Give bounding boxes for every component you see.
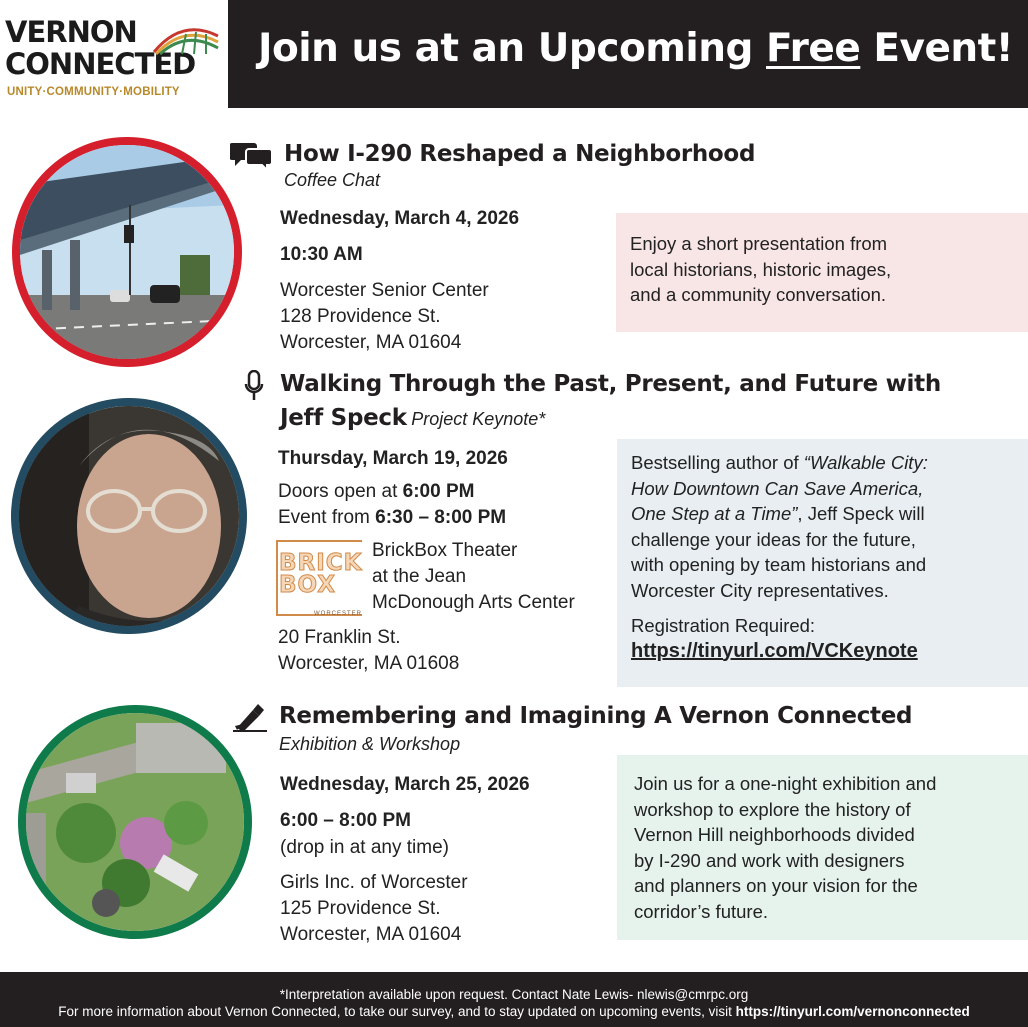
brickbox-logo-line2: BOX (279, 572, 336, 598)
event-1-venue: Worcester Senior Center (280, 280, 489, 301)
event-2-street: 20 Franklin St. (278, 627, 401, 648)
logo-line1: VERNON (5, 15, 137, 49)
event-3-address (280, 870, 468, 948)
logo (0, 0, 228, 108)
event-3-description (617, 755, 1028, 940)
event-1-desc-line: Enjoy a short presentation from (630, 233, 888, 254)
book-title-part: “Walkable City: (803, 452, 928, 473)
event-1-subtitle: Coffee Chat (284, 170, 381, 190)
title-before: Join us at an Upcoming (258, 26, 767, 71)
registration-link[interactable]: https://tinyurl.com/VCKeynote (631, 639, 918, 662)
event-2-photo (11, 398, 247, 634)
event-3-desc-line: Join us for a one-night exhibition and (634, 773, 937, 794)
event-1-desc-line: local historians, historic images, (630, 258, 892, 280)
event-2-title-line2-row (280, 403, 545, 434)
event-2-desc-line (631, 450, 1014, 476)
event-2-desc-line: challenge your ideas for the future, (631, 528, 916, 550)
event-3-title: Remembering and Imagining A Vernon Connected (279, 703, 913, 729)
microphone-icon (244, 370, 264, 402)
event-3-desc-line: by I-290 and work with designers (634, 849, 905, 871)
doors-label: Doors open at (278, 481, 403, 502)
desc-intro: Bestselling author of (631, 452, 804, 473)
logo-arcs-icon (152, 16, 222, 56)
event-1-title: How I-290 Reshaped a Neighborhood (284, 141, 756, 167)
event-2-desc-line: Worcester City representatives. (631, 579, 889, 601)
event-1-street: 128 Providence St. (280, 306, 441, 327)
event-2-desc-line (631, 501, 1014, 527)
footer-interpretation: *Interpretation available upon request. Contact Nate Lewis- nlewis@cmrpc.org (279, 987, 749, 1002)
event-2-doors (278, 479, 506, 505)
registration-label: Registration Required: (631, 615, 816, 636)
event-2-event-time (278, 505, 506, 531)
event-3-photo (18, 705, 252, 939)
title-emphasis: Free (766, 26, 861, 71)
event-3-date: Wednesday, March 25, 2026 (280, 774, 530, 795)
event-2-subtitle: Project Keynote* (411, 409, 546, 429)
event-2-venue-line: at the Jean (372, 566, 467, 587)
page-title (258, 26, 1013, 71)
book-title-part: One Step at a Time” (631, 503, 798, 524)
chat-bubbles-icon (230, 140, 274, 170)
footer-link[interactable]: https://tinyurl.com/vernonconnected (735, 1004, 970, 1019)
event-2-desc-line (631, 476, 1014, 502)
event-2-desc-line: with opening by team historians and (631, 554, 927, 575)
logo-tagline: UNITY·COMMUNITY·MOBILITY (7, 86, 180, 98)
event-1-address (280, 278, 489, 356)
event-2-times (278, 479, 506, 531)
brickbox-logo-line1: BRICK (279, 550, 363, 576)
brickbox-logo (276, 540, 362, 620)
doors-time: 6:00 PM (402, 481, 475, 502)
title-after: Event! (860, 26, 1014, 71)
drawing-hand-icon (233, 702, 267, 732)
event-time-value: 6:30 – 8:00 PM (375, 507, 507, 528)
event-1-description (616, 213, 1028, 332)
book-title-part: How Downtown Can Save America, (631, 477, 924, 499)
event-time-label: Event from (278, 507, 376, 528)
event-2-venue-line: BrickBox Theater (372, 540, 518, 561)
event-3-time: 6:00 – 8:00 PM (280, 810, 411, 831)
footer (0, 972, 1028, 1027)
event-2-venue-line: McDonough Arts Center (372, 592, 575, 613)
event-1-time: 10:30 AM (280, 244, 363, 265)
event-3-street: 125 Providence St. (280, 898, 441, 919)
event-1-city: Worcester, MA 01604 (280, 332, 462, 353)
event-3-desc-line: Vernon Hill neighborhoods divided (634, 824, 915, 845)
event-3-desc-line: and planners on your vision for the (634, 875, 918, 896)
brickbox-logo-small: WORCESTER (314, 611, 362, 617)
logo-line2: CONNECTED (5, 47, 196, 81)
footer-more-info (0, 1003, 1028, 1020)
event-2-city: Worcester, MA 01608 (278, 653, 460, 674)
desc-continue: , Jeff Speck will (797, 503, 925, 524)
event-2-title-line2: Jeff Speck (280, 405, 407, 431)
event-1-desc-line: and a community conversation. (630, 284, 887, 305)
event-3-city: Worcester, MA 01604 (280, 924, 462, 945)
event-3-venue: Girls Inc. of Worcester (280, 872, 468, 893)
event-2-address (278, 625, 459, 677)
footer-more-info-text: For more information about Vernon Connected, to take our survey, and to stay updated on upcoming events, visit (58, 1004, 736, 1019)
event-1-photo (12, 137, 242, 367)
brickbox-logo-text (279, 552, 363, 596)
event-3-desc-line: workshop to explore the history of (634, 798, 911, 820)
event-2-venue (372, 538, 575, 616)
event-1-date: Wednesday, March 4, 2026 (280, 208, 520, 229)
event-2-date: Thursday, March 19, 2026 (278, 448, 508, 469)
event-3-desc-line: corridor’s future. (634, 900, 769, 922)
event-2-description (617, 439, 1028, 687)
event-2-title-line1: Walking Through the Past, Present, and Future with (280, 371, 941, 397)
event-3-subtitle: Exhibition & Workshop (279, 734, 461, 754)
event-3-time-note: (drop in at any time) (280, 837, 449, 858)
